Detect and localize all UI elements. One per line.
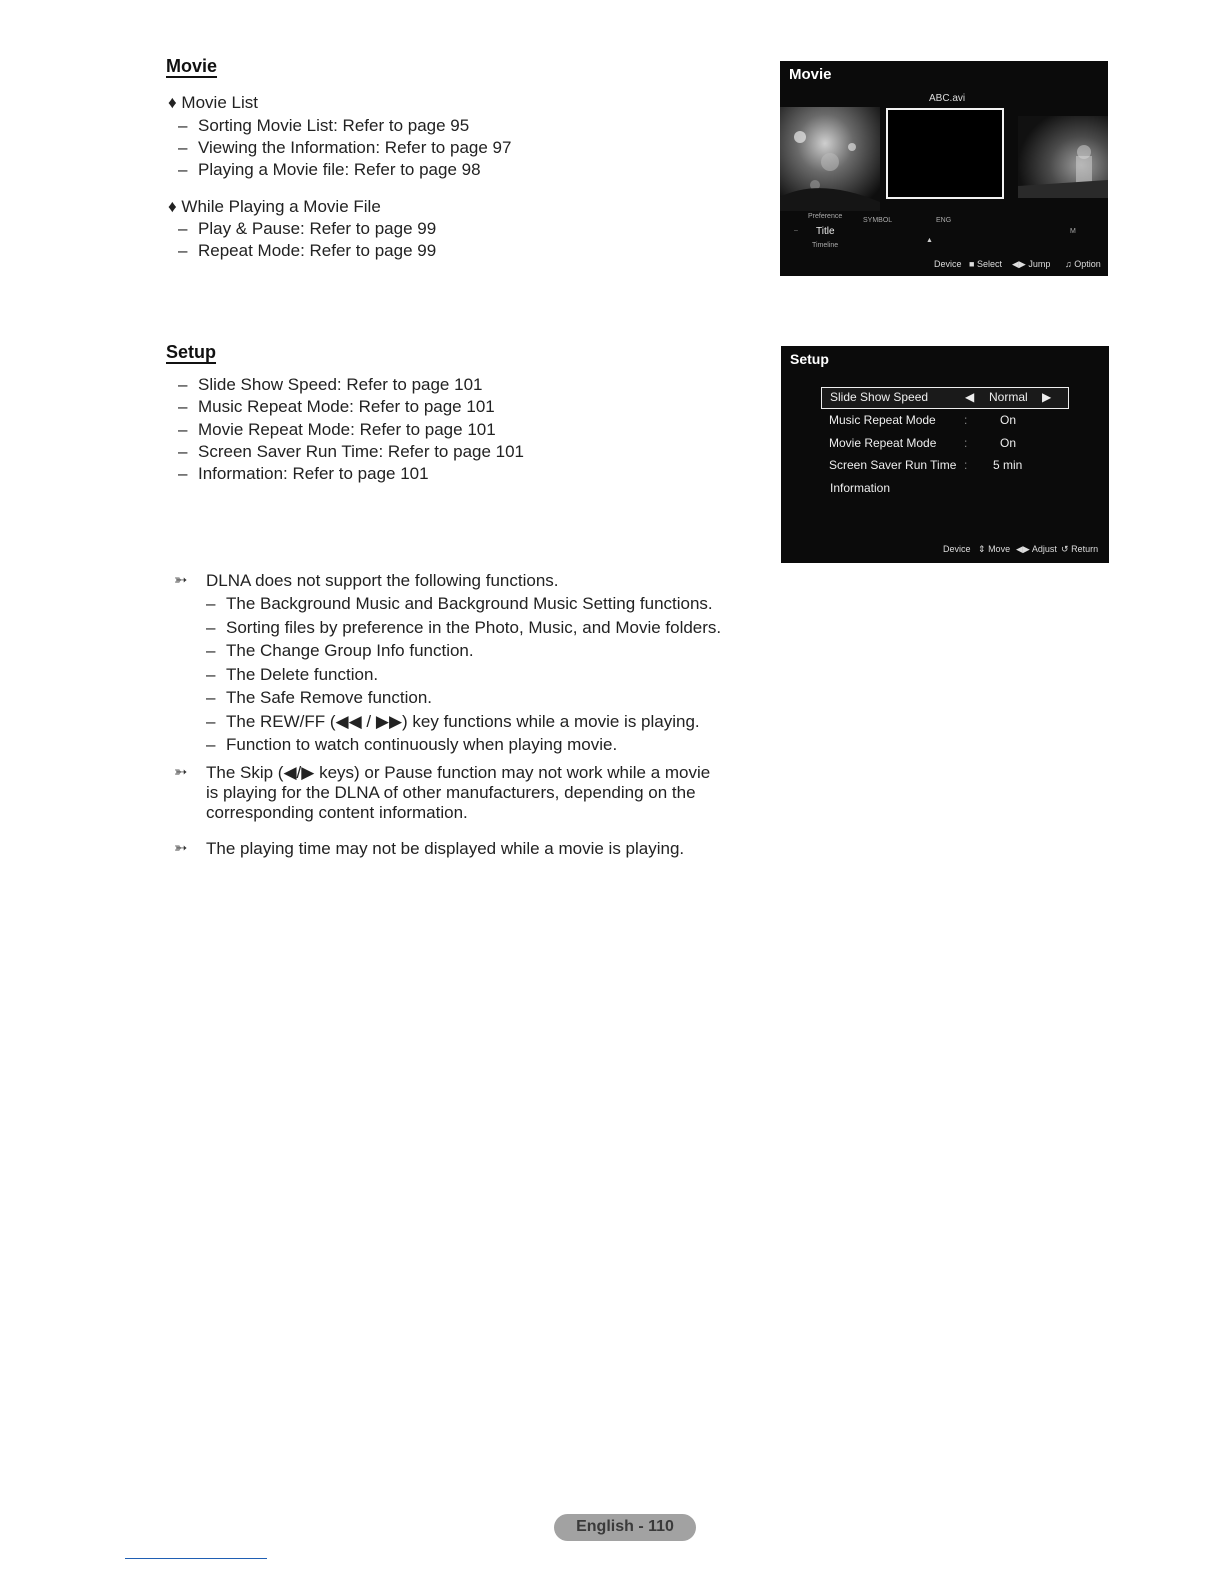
list-item: – The Change Group Info function. <box>206 640 474 662</box>
movie-filename: ABC.avi <box>929 93 966 104</box>
list-item: – Music Repeat Mode: Refer to page 101 <box>178 396 495 418</box>
note-text: The Skip (◀/▶ keys) or Pause function may not work while a movie <box>206 763 711 782</box>
while-playing-bullet <box>168 196 381 218</box>
setup-screen <box>781 346 1109 563</box>
left-arrow-icon[interactable]: ◀ <box>965 390 975 404</box>
list-item: – Sorting Movie List: Refer to page 95 <box>178 115 469 137</box>
hint-jump-label: Jump <box>1028 259 1051 269</box>
setup-row-value: Normal <box>989 390 1028 404</box>
list-item: – The Safe Remove function. <box>206 687 432 709</box>
setup-row-value: 5 min <box>993 458 1023 472</box>
list-item: – The Background Music and Background Music Setting functions. <box>206 593 713 615</box>
list-item: – Viewing the Information: Refer to page 97 <box>178 137 511 159</box>
dash-icon: – <box>794 227 798 234</box>
hint-adjust <box>1016 544 1057 555</box>
list-item: – Function to watch continuously when playing movie. <box>206 734 617 756</box>
movie-thumbnail-selected[interactable] <box>886 108 1004 199</box>
meta-eng: ENG <box>936 217 952 224</box>
note-arrow-icon: ➳ <box>174 572 188 589</box>
hint-adjust-label: Adjust <box>1031 544 1057 554</box>
setup-row-value: On <box>1000 436 1017 450</box>
setup-row-colon: : <box>964 458 968 472</box>
footer-link-underline[interactable] <box>125 1558 267 1559</box>
setup-screen-title: Setup <box>790 351 829 367</box>
movie-heading: Movie <box>166 56 218 76</box>
list-item: – Slide Show Speed: Refer to page 101 <box>178 374 482 396</box>
note-text: The playing time may not be displayed while a movie is playing. <box>206 839 685 858</box>
hint-select <box>969 259 1002 269</box>
setup-row-label[interactable]: Screen Saver Run Time <box>829 458 957 472</box>
movie-screen-title: Movie <box>789 66 832 83</box>
page-number: English - 110 <box>576 1518 674 1535</box>
hint-return-label: Return <box>1071 544 1099 554</box>
note-arrow-icon: ➳ <box>174 840 188 857</box>
movie-thumbnail-right <box>1018 116 1108 198</box>
meta-title: Title <box>816 226 835 237</box>
list-item: – Repeat Mode: Refer to page 99 <box>178 240 436 262</box>
meta-m: M <box>1070 228 1076 235</box>
setup-row-value: On <box>1000 413 1017 427</box>
hint-device: Device <box>934 259 962 269</box>
list-item: – Screen Saver Run Time: Refer to page 101 <box>178 441 524 463</box>
square-icon: ■ <box>969 259 975 269</box>
diamond-bullet-icon: ♦ <box>168 197 177 216</box>
hint-select-label: Select <box>976 259 1002 269</box>
movie-list-title: Movie List <box>181 93 258 112</box>
note-text: DLNA does not support the following functions. <box>206 571 559 590</box>
setup-row-label[interactable]: Music Repeat Mode <box>829 413 936 427</box>
note-text: is playing for the DLNA of other manufacturers, depending on the <box>206 783 696 802</box>
setup-row-colon: : <box>964 413 968 427</box>
meta-timeline: Timeline <box>812 242 839 249</box>
note-arrow-icon: ➳ <box>174 764 188 781</box>
list-item: – The REW/FF (◀◀ / ▶▶) key functions while a movie is playing. <box>206 711 700 733</box>
option-icon: ♫ <box>1065 259 1072 269</box>
jump-icon: ◀▶ <box>1012 259 1026 269</box>
note-text: corresponding content information. <box>206 803 468 822</box>
hint-device: Device <box>943 544 971 554</box>
list-item: – Movie Repeat Mode: Refer to page 101 <box>178 419 496 441</box>
list-item: – Play & Pause: Refer to page 99 <box>178 218 436 240</box>
while-playing-title: While Playing a Movie File <box>181 197 381 216</box>
diamond-bullet-icon: ♦ <box>168 93 177 112</box>
hint-move <box>978 544 1010 555</box>
list-item: – Information: Refer to page 101 <box>178 463 429 485</box>
setup-row-label[interactable]: Movie Repeat Mode <box>829 436 937 450</box>
right-arrow-icon[interactable]: ▶ <box>1042 390 1052 404</box>
movie-screen <box>780 61 1108 276</box>
up-arrow-icon: ▲ <box>926 237 933 244</box>
up-down-icon: ⇕ <box>978 544 986 554</box>
list-item: – The Delete function. <box>206 664 378 686</box>
movie-thumbnail-left <box>780 107 880 211</box>
hint-option-label: Option <box>1074 259 1101 269</box>
hint-move-label: Move <box>988 544 1011 554</box>
left-right-icon: ◀▶ <box>1016 544 1030 554</box>
return-icon: ↺ <box>1061 544 1069 554</box>
setup-row-colon: : <box>964 436 968 450</box>
list-item: – Playing a Movie file: Refer to page 98 <box>178 159 481 181</box>
list-item: – Sorting files by preference in the Photo, Music, and Movie folders. <box>206 617 721 639</box>
movie-list-bullet <box>168 92 258 114</box>
meta-preference: Preference <box>808 213 843 220</box>
setup-heading: Setup <box>166 342 217 362</box>
hint-return <box>1061 544 1098 555</box>
setup-row-label[interactable]: Information <box>830 481 891 495</box>
hint-option <box>1065 259 1101 269</box>
meta-symbol: SYMBOL <box>863 217 893 224</box>
hint-jump <box>1012 259 1050 270</box>
setup-row-label: Slide Show Speed <box>830 390 929 404</box>
